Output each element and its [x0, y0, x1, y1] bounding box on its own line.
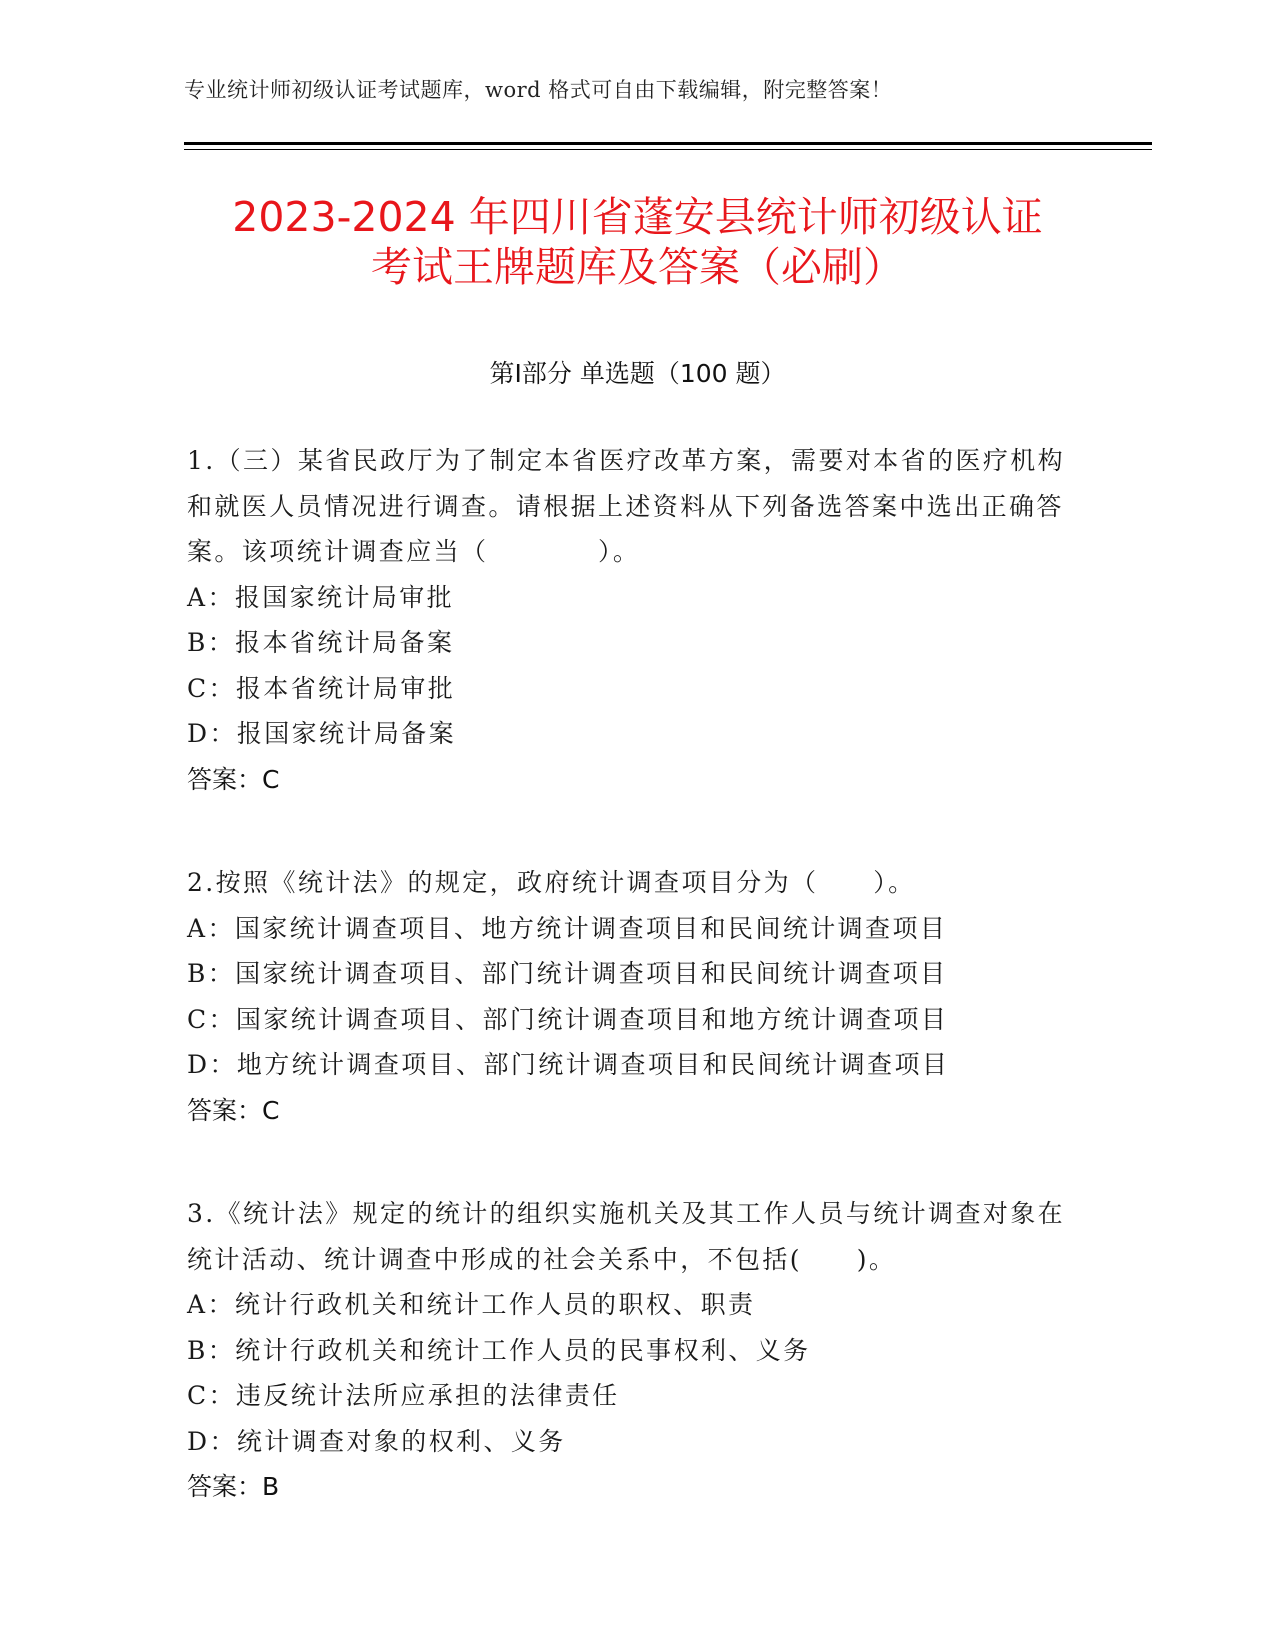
header-rule-thick — [184, 142, 1152, 145]
header-rule-thin — [184, 149, 1152, 150]
document-title-line-1: 2023-2024 年四川省蓬安县统计师初级认证 — [232, 193, 1043, 241]
question-1 — [187, 438, 1067, 802]
option-c: C：违反统计法所应承担的法律责任 — [187, 1381, 620, 1410]
answer-line: 答案：B — [187, 1472, 280, 1501]
question-3 — [187, 1191, 1067, 1510]
option-b: B：报本省统计局备案 — [187, 628, 455, 657]
option-a: A：国家统计调查项目、地方统计调查项目和民间统计调查项目 — [187, 913, 948, 943]
option-d: D：统计调查对象的权利、义务 — [187, 1426, 566, 1456]
option-a: A：统计行政机关和统计工作人员的职权、职责 — [187, 1290, 756, 1319]
option-b: B：统计行政机关和统计工作人员的民事权利、义务 — [187, 1335, 811, 1365]
question-2 — [187, 860, 1067, 1133]
question-list — [187, 438, 1067, 1568]
option-c: C：报本省统计局审批 — [187, 673, 456, 703]
question-stem: 3.《统计法》规定的统计的组织实施机关及其工作人员与统计调查对象在统计活动、统计调查中形成的社会关系中，不包括( )。 — [187, 1199, 1066, 1274]
section-title: 第Ⅰ部分 单选题（100 题） — [489, 359, 786, 388]
option-c: C：国家统计调查项目、部门统计调查项目和地方统计调查项目 — [187, 1004, 949, 1034]
answer-line: 答案：C — [187, 764, 280, 794]
answer-line: 答案：C — [187, 1095, 280, 1125]
header-note: 专业统计师初级认证考试题库，word 格式可自由下载编辑，附完整答案！ — [184, 78, 893, 102]
option-d: D：地方统计调查项目、部门统计调查项目和民间统计调查项目 — [187, 1050, 950, 1079]
question-stem: 1.（三）某省民政厅为了制定本省医疗改革方案，需要对本省的医疗机构和就医人员情况进行调查。请根据上述资料从下列备选答案中选出正确答案。该项统计调查应当（ ）。 — [187, 446, 1066, 566]
option-d: D：报国家统计局备案 — [187, 719, 457, 748]
option-a: A：报国家统计局审批 — [187, 582, 455, 612]
document-title-line-2: 考试王牌题库及答案（必刷） — [371, 243, 904, 291]
option-b: B：国家统计调查项目、部门统计调查项目和民间统计调查项目 — [187, 959, 948, 988]
document-title — [150, 192, 1125, 292]
question-stem: 2.按照《统计法》的规定，政府统计调查项目分为（ ）。 — [187, 868, 916, 897]
